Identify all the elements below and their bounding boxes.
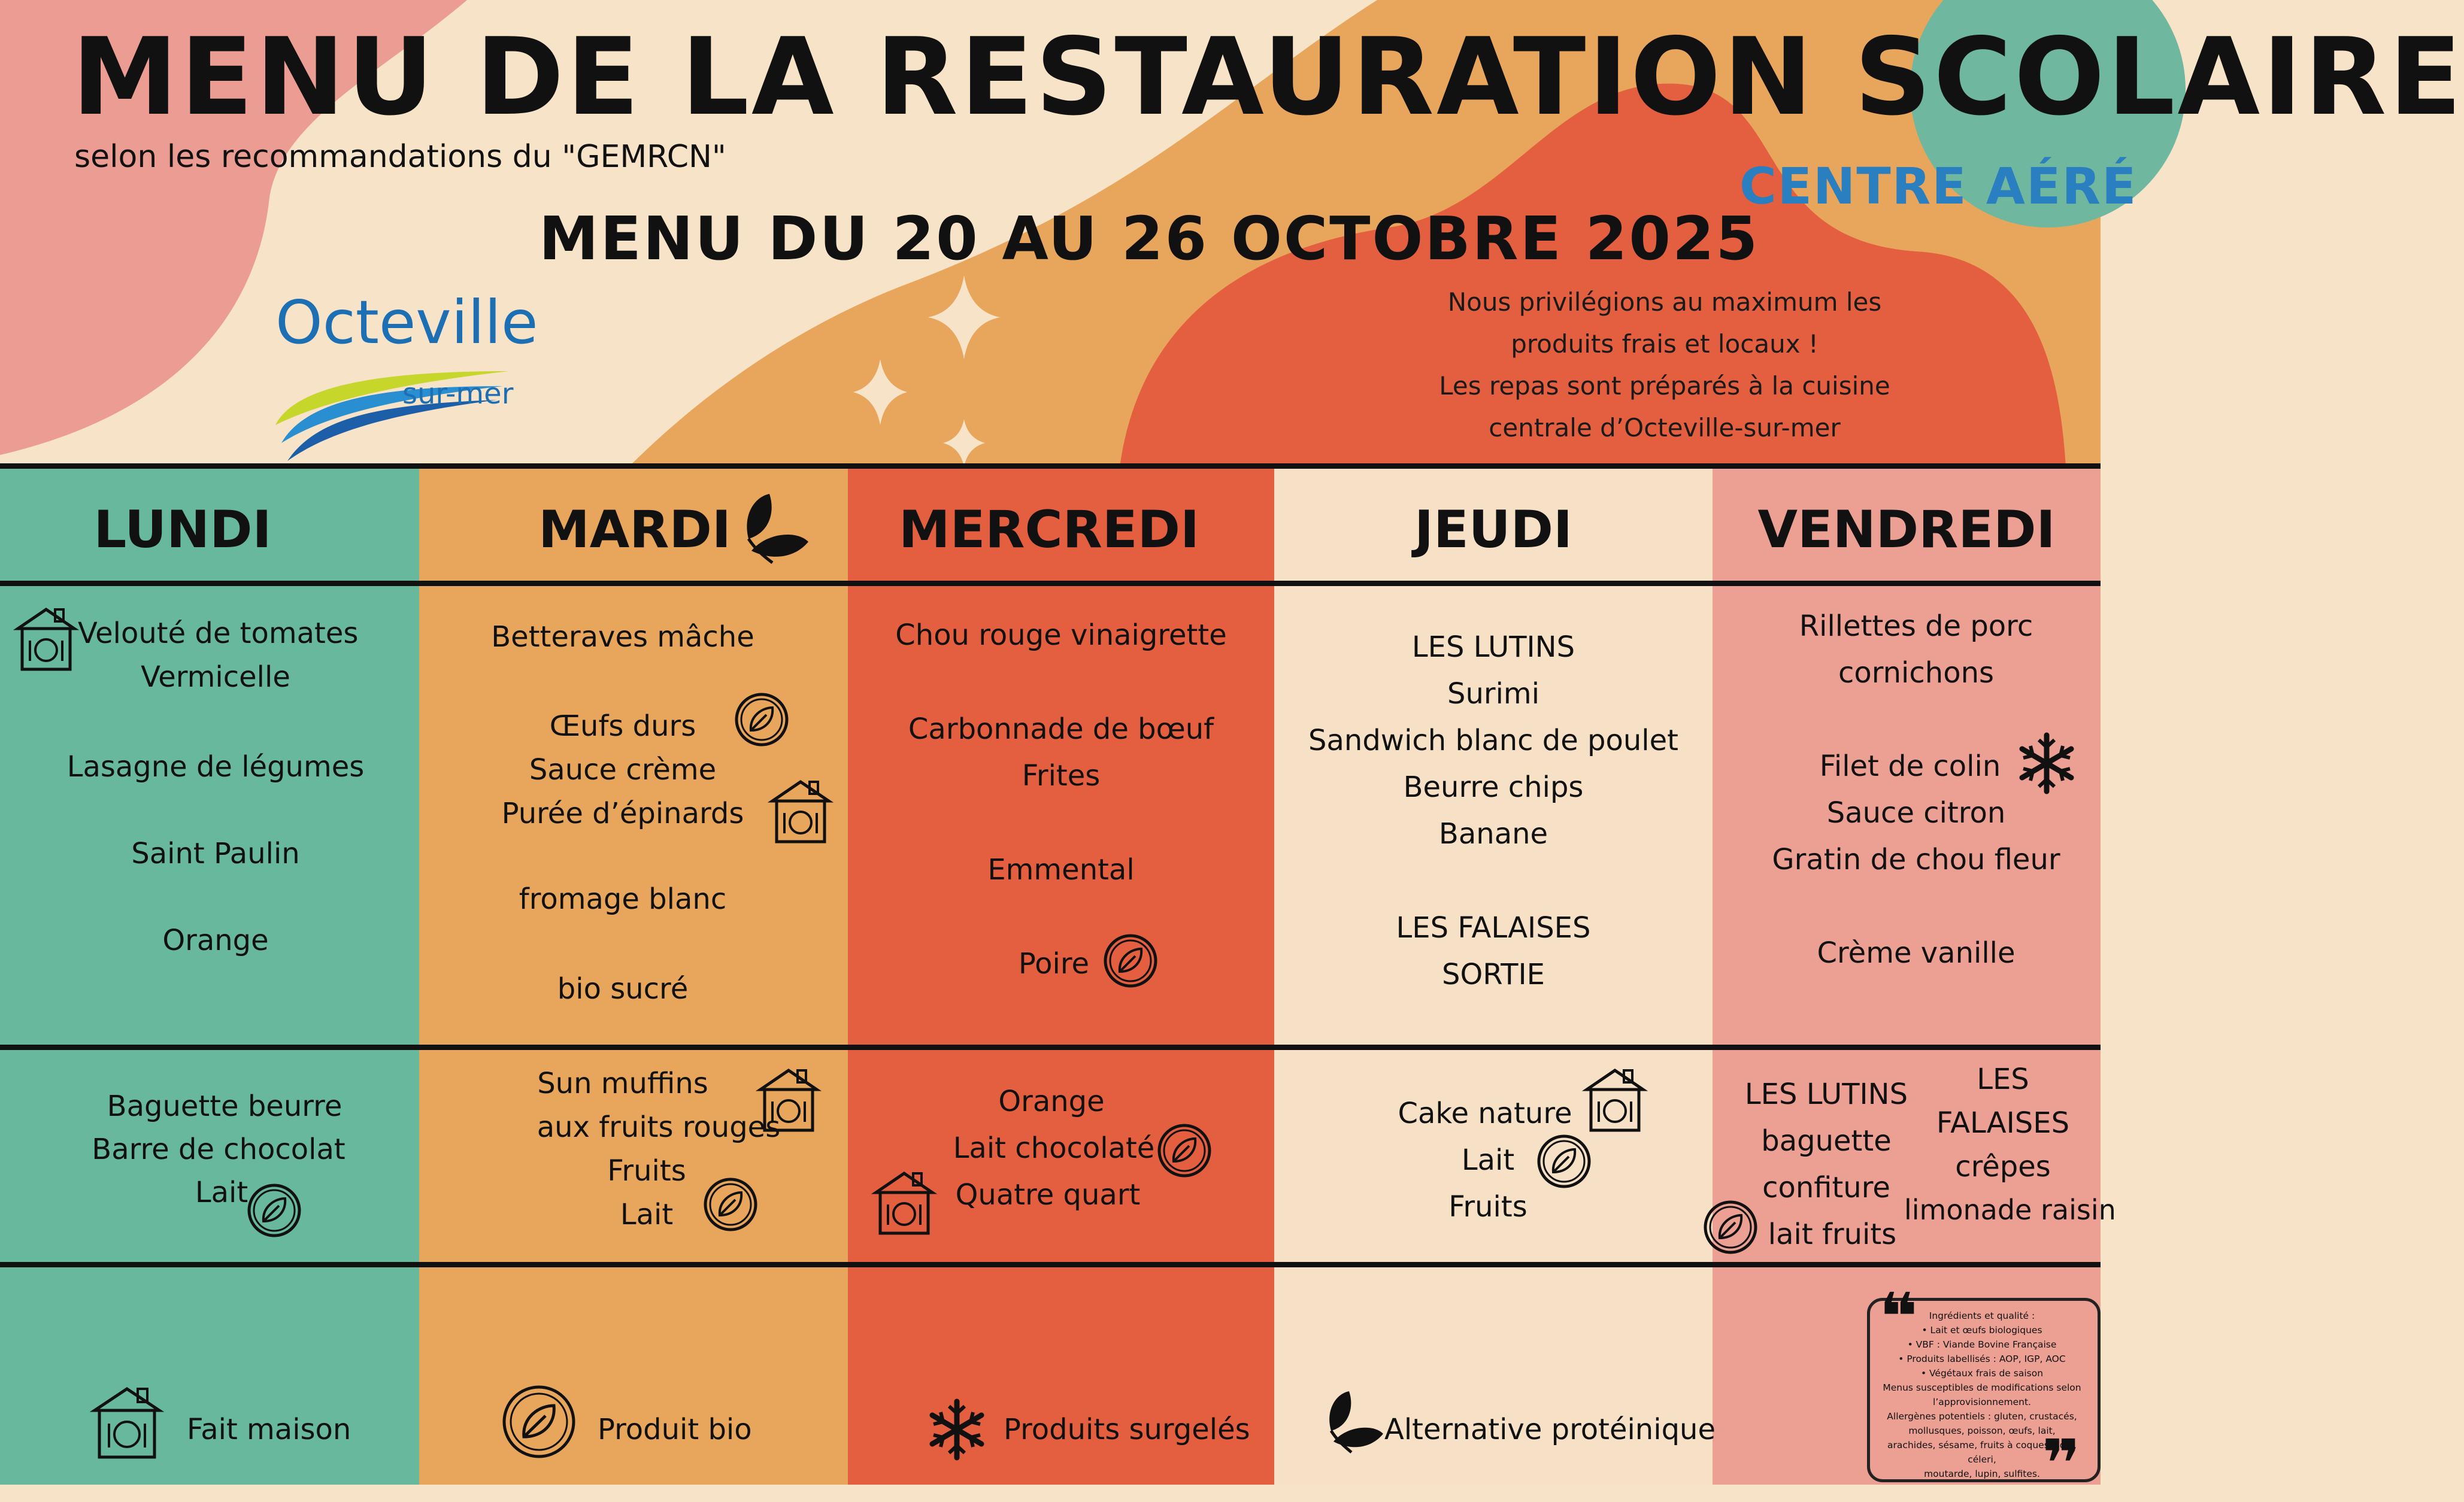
leaves-icon — [737, 491, 814, 569]
organic-leaf-icon — [701, 1175, 760, 1234]
snack-item: crêpes — [1955, 1150, 2051, 1184]
menu-item: Vermicelle — [141, 660, 290, 694]
menu-item: Frites — [1022, 759, 1101, 793]
menu-item: Lasagne de légumes — [66, 750, 365, 784]
legend-label: Produits surgelés — [1004, 1413, 1250, 1446]
snack-item: Lait — [195, 1176, 248, 1209]
snack-item: Lait — [620, 1198, 674, 1231]
menu-item: fromage blanc — [519, 882, 727, 916]
menu-item: Purée d’épinards — [501, 797, 744, 830]
menu-item: Sandwich blanc de poulet — [1308, 724, 1678, 757]
menu-item: Surimi — [1447, 677, 1540, 711]
snowflake-icon — [2015, 732, 2078, 795]
snack-item: lait fruits — [1768, 1218, 1897, 1251]
menu-item: Crème vanille — [1817, 936, 2016, 970]
organic-leaf-icon — [244, 1181, 304, 1240]
menu-item: bio sucré — [557, 972, 689, 1006]
menu-item: Chou rouge vinaigrette — [895, 618, 1227, 652]
menu-item: Poire — [1018, 947, 1090, 981]
menu-item: Sauce citron — [1826, 796, 2006, 830]
snowflake-icon — [925, 1398, 989, 1461]
organic-leaf-icon — [1154, 1121, 1214, 1181]
menu-item: Velouté de tomates — [78, 617, 359, 650]
snack-item: Sun muffins — [537, 1067, 708, 1100]
menu-item: Betteraves mâche — [491, 620, 754, 654]
day-vendredi: VENDREDI — [1757, 500, 2056, 560]
menu-item: Beurre chips — [1403, 770, 1584, 804]
snack-item: Lait chocolaté — [953, 1131, 1155, 1165]
menu-item: Sauce crème — [529, 753, 717, 787]
snack-item: LES LUTINS — [1744, 1078, 1908, 1111]
house-plate-icon — [90, 1383, 165, 1461]
snack-item: confiture — [1762, 1171, 1890, 1204]
octeville-logo — [269, 287, 538, 455]
menu-item: Banane — [1438, 817, 1548, 851]
snack-item: Baguette beurre — [107, 1090, 343, 1123]
snack-item: limonade raisin — [1904, 1194, 2116, 1226]
page-subtitle: selon les recommandations du "GEMRCN" — [74, 139, 726, 175]
snack-item: LES — [1977, 1063, 2029, 1096]
organic-leaf-icon — [1534, 1131, 1594, 1191]
day-mardi: MARDI — [538, 500, 731, 560]
legend-label: Alternative protéinique — [1384, 1413, 1716, 1446]
menu-item: LES FALAISES — [1396, 911, 1591, 945]
quote-open-icon: ❝ — [1879, 1279, 1918, 1355]
snack-item: aux fruits rouges — [537, 1110, 781, 1144]
organic-leaf-icon — [1701, 1197, 1760, 1257]
quote-close-icon: ❞ — [2042, 1425, 2081, 1502]
menu-item: Œufs durs — [549, 709, 696, 743]
house-plate-icon — [13, 605, 79, 673]
snack-item: Quatre quart — [955, 1178, 1141, 1212]
organic-leaf-icon — [1101, 931, 1160, 991]
info-text: Nous privilégions au maximum les produits frais et locaux ! Les repas sont préparés à la cuisine centrale d’Octeville-sur-mer — [1439, 287, 1890, 442]
menu-item: Rillettes de porc — [1799, 609, 2033, 643]
logo-word: Octeville — [275, 287, 538, 357]
day-mercredi: MERCREDI — [898, 500, 1200, 560]
menu-item: Emmental — [987, 853, 1135, 887]
snack-item: Lait — [1461, 1143, 1515, 1177]
centre-badge: CENTRE AÉRÉ — [1739, 157, 2138, 216]
menu-item: cornichons — [1838, 656, 1994, 690]
legend-label: Fait maison — [187, 1413, 351, 1446]
snack-item: Fruits — [1448, 1190, 1528, 1224]
organic-leaf-icon — [732, 690, 792, 750]
menu-item: Gratin de chou fleur — [1772, 843, 2060, 876]
snack-item: Cake nature — [1398, 1097, 1572, 1130]
snack-item: Fruits — [607, 1154, 686, 1188]
house-plate-icon — [768, 777, 834, 846]
menu-item: LES LUTINS — [1411, 630, 1575, 664]
menu-item: Saint Paulin — [131, 837, 300, 870]
menu-item: Orange — [162, 924, 269, 957]
logo-swoosh — [269, 287, 533, 455]
menu-item: Carbonnade de bœuf — [908, 712, 1214, 746]
day-lundi: LUNDI — [93, 500, 272, 560]
leaves-icon — [1320, 1389, 1386, 1458]
divider-lunch — [0, 1045, 2101, 1050]
menu-period: MENU DU 20 AU 26 OCTOBRE 2025 — [539, 204, 1760, 274]
house-plate-icon — [871, 1169, 937, 1237]
notes-text: Ingrédients et qualité : • Lait et œufs biologiques • VBF : Viande Bovine Française • Produits labellisés : AOP, IGP, AOC • Végétaux frais de saison Menus susceptibles de modifications selon l’approvisionnement. Allergènes potentiels : gluten, crustacés, mollusques, poisson, œufs, lait, arachides, sésame, fruits à coques, soja, céleri, moutarde, lupin, sulfites. — [1883, 1310, 2081, 1479]
divider-header — [0, 581, 2101, 586]
menu-item: SORTIE — [1442, 958, 1545, 991]
logo-sub: sur-mer — [402, 377, 514, 411]
snack-item: FALAISES — [1936, 1106, 2070, 1140]
snack-item: Orange — [998, 1085, 1105, 1118]
legend-label: Produit bio — [598, 1413, 752, 1446]
page-title: MENU DE LA RESTAURATION SCOLAIRE — [72, 15, 2464, 139]
divider-snack — [0, 1262, 2101, 1267]
divider-top — [0, 463, 2101, 469]
house-plate-icon — [1582, 1066, 1648, 1134]
menu-item: Filet de colin — [1819, 750, 2001, 783]
snack-item: baguette — [1761, 1124, 1892, 1158]
snack-item: Barre de chocolat — [92, 1133, 345, 1166]
day-jeudi: JEUDI — [1414, 500, 1572, 560]
organic-leaf-icon — [500, 1383, 578, 1461]
house-plate-icon — [756, 1066, 822, 1134]
